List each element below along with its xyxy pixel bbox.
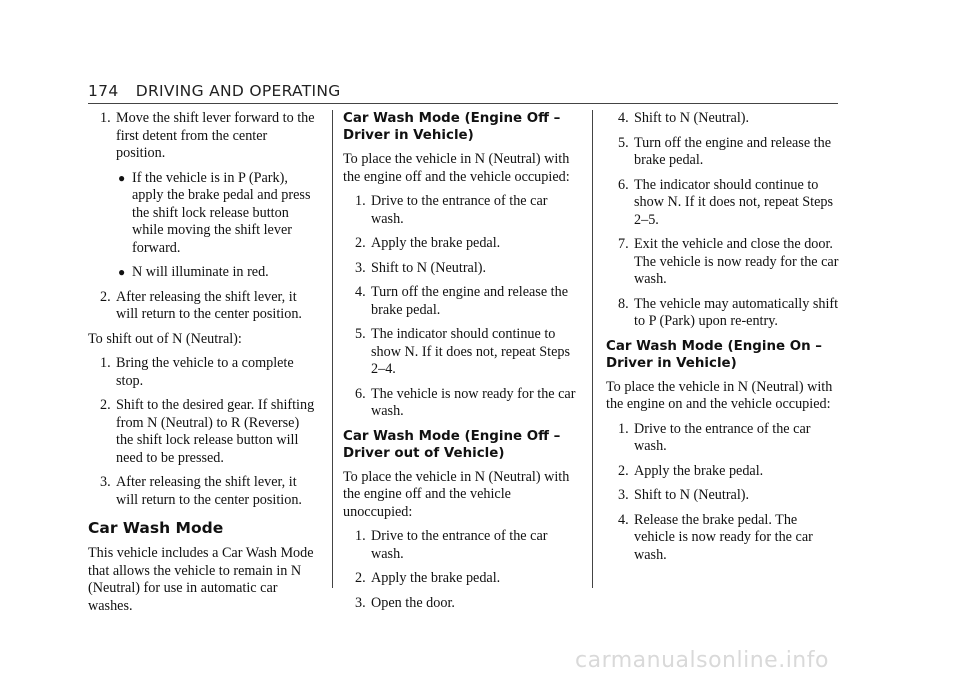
list-item: 1. Move the shift lever forward to the first detent from the center position. <box>100 110 315 161</box>
watermark: carmanualsonline.info <box>575 648 829 673</box>
subsection-heading: Car Wash Mode (Engine Off – Driver out of Vehicle) <box>343 428 561 461</box>
header-rule <box>88 103 838 104</box>
paragraph: This vehicle includes a Car Wash Mode that allows the vehicle to remain in N (Neutral) for use in automatic car washes. <box>88 545 314 614</box>
subsection-heading: Car Wash Mode (Engine On – Driver in Vehicle) <box>606 338 823 371</box>
list-item: 4. Release the brake pedal. The vehicle is now ready for the car wash. <box>618 511 813 563</box>
list-item: 1. Drive to the entrance of the car wash. <box>355 193 548 227</box>
list-item: 4. Shift to N (Neutral). <box>618 110 750 126</box>
list-item: 2. Shift to the desired gear. If shifting from N (Neutral) to R (Reverse) the shift lock release button will need to be pressed. <box>100 397 315 466</box>
list-item: 1. Drive to the entrance of the car wash. <box>355 528 548 562</box>
list-item: 5. The indicator should continue to show N. If it does not, repeat Steps 2–4. <box>355 326 570 377</box>
list-item: 1. Drive to the entrance of the car wash. <box>618 420 811 454</box>
list-item: 3. Shift to N (Neutral). <box>355 259 487 276</box>
page-number: 174 <box>88 82 119 100</box>
list-item: 2. After releasing the shift lever, it will return to the center position. <box>100 288 302 322</box>
bullet-item: ● N will illuminate in red. <box>118 264 269 280</box>
column-divider <box>592 110 593 588</box>
list-item: 2. Apply the brake pedal. <box>355 570 501 586</box>
list-item: 7. Exit the vehicle and close the door. The vehicle is now ready for the car wash. <box>618 236 839 287</box>
list-item: 3. Open the door. <box>355 594 455 611</box>
column-divider <box>332 110 333 588</box>
page-header <box>88 82 341 100</box>
column-1 <box>88 110 320 622</box>
list-item: 2. Apply the brake pedal. <box>355 235 501 251</box>
paragraph: To shift out of N (Neutral): <box>88 330 242 347</box>
bullet-item: ● If the vehicle is in P (Park), apply the brake pedal and press the shift lock release button while moving the shift lever forward. <box>118 169 311 256</box>
column-2 <box>343 110 578 619</box>
list-item: 3. Shift to N (Neutral). <box>618 487 750 503</box>
paragraph: To place the vehicle in N (Neutral) with the engine off and the vehicle unoccupied: <box>343 468 570 520</box>
list-item: 5. Turn off the engine and release the brake pedal. <box>618 134 831 168</box>
list-item: 6. The vehicle is now ready for the car wash. <box>355 385 576 419</box>
list-item: 6. The indicator should continue to show N. If it does not, repeat Steps 2–5. <box>618 176 833 228</box>
list-item: 4. Turn off the engine and release the brake pedal. <box>355 284 568 318</box>
list-item: 1. Bring the vehicle to a complete stop. <box>100 355 294 389</box>
list-item: 2. Apply the brake pedal. <box>618 462 764 479</box>
paragraph: To place the vehicle in N (Neutral) with the engine off and the vehicle occupied: <box>343 151 570 185</box>
paragraph: To place the vehicle in N (Neutral) with the engine on and the vehicle occupied: <box>606 378 833 412</box>
subsection-heading: Car Wash Mode (Engine Off – Driver in Vehicle) <box>343 111 561 143</box>
section-heading: Car Wash Mode <box>88 519 224 537</box>
list-item: 8. The vehicle may automatically shift to P (Park) upon re-entry. <box>618 295 839 329</box>
section-title: DRIVING AND OPERATING <box>135 82 341 100</box>
bullet-icon: ● <box>118 265 126 279</box>
column-3 <box>606 110 840 571</box>
list-item: 3. After releasing the shift lever, it will return to the center position. <box>100 474 302 508</box>
bullet-icon: ● <box>118 170 126 185</box>
